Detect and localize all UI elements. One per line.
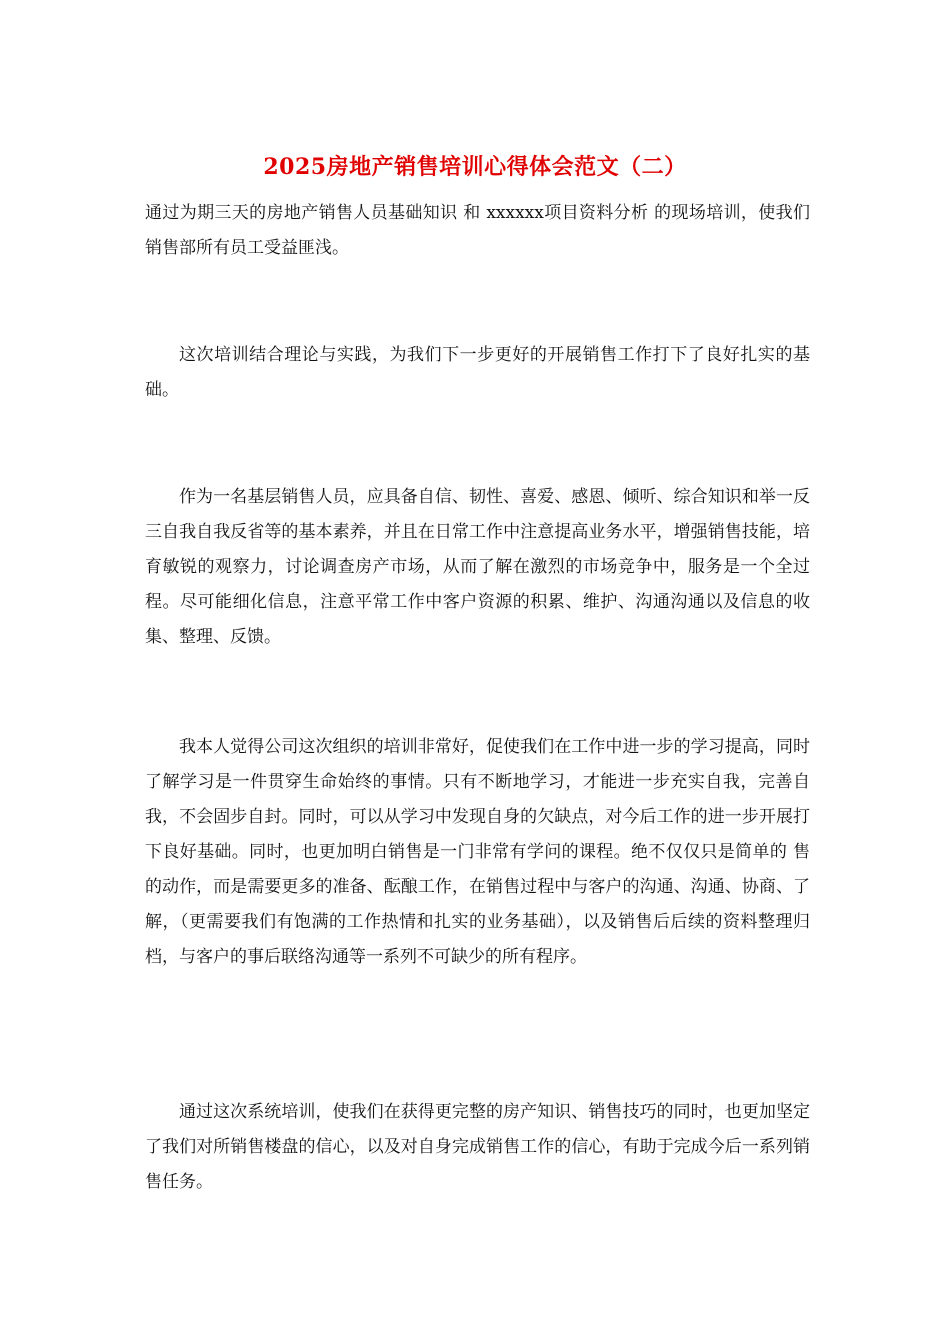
paragraph-training-basis: 这次培训结合理论与实践，为我们下一步更好的开展销售工作打下了良好扎实的基础。 (145, 345, 810, 400)
paragraph-conclusion: 通过这次系统培训，使我们在获得更完整的房产知识、销售技巧的同时，也更加坚定了我们对所销售楼盘的信心，以及对自身完成销售工作的信心，有助于完成今后一系列销售任务。 (145, 1102, 810, 1192)
document-title: 2025房地产销售培训心得体会范文（二） (263, 154, 687, 180)
paragraph-personal-view: 我本人觉得公司这次组织的培训非常好，促使我们在工作中进一步的学习提高，同时了解学习是一件贯穿生命始终的事情。只有不断地学习，才能进一步充实自我，完善自我，不会固步自封。同时，可以从学习中发现自身的欠缺点，对今后工作的进一步开展打下良好基础。同时，也更加明白销售是一门非常有学问的课程。绝不仅仅只是简单的 售 的动作，而是需要更多的准备、酝酿工作，在销售过程中与客户的沟通、沟通、协商、了解，（更需要我们有饱满的工作热情和扎实的业务基础），以及销售后后续的资料整理归档，与客户的事后联络沟通等一系列不可缺少的所有程序。 (145, 737, 810, 967)
paragraph-sales-qualities: 作为一名基层销售人员，应具备自信、韧性、喜爱、感恩、倾听、综合知识和举一反三自我自我反省等的基本素养，并且在日常工作中注意提高业务水平，增强销售技能，培育敏锐的观察力，讨论调查房产市场，从而了解在激烈的市场竞争中，服务是一个全过程。尽可能细化信息，注意平常工作中客户资源的积累、维护、沟通沟通以及信息的收集、整理、反馈。 (145, 487, 810, 647)
paragraph-intro: 通过为期三天的房地产销售人员基础知识 和 xxxxxx项目资料分析 的现场培训，使我们销售部所有员工受益匪浅。 (145, 203, 810, 258)
